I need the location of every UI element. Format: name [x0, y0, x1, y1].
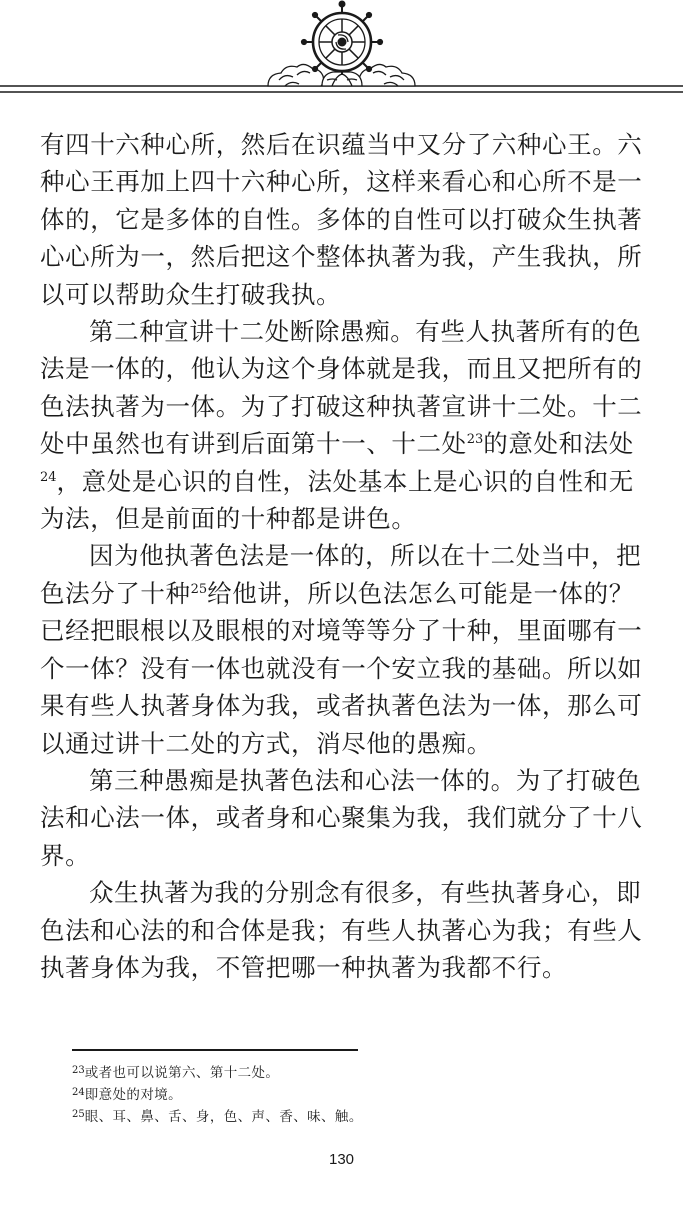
paragraph [40, 313, 652, 537]
text-segment: 因为他执著色法是一体的，所以在十二处当中，把色法分了十种 [40, 541, 642, 608]
footnote-text: 或者也可以说第六、第十二处。 [84, 1065, 280, 1081]
text-segment: 的意处和法处 [483, 429, 634, 459]
footnotes [72, 1062, 363, 1128]
paragraph [40, 762, 652, 874]
page-header [0, 0, 683, 100]
footnote-number: 24 [72, 1087, 85, 1098]
footnote [72, 1062, 363, 1084]
footnote-number: 23 [72, 1065, 85, 1076]
footnote [72, 1106, 363, 1128]
paragraph [40, 126, 652, 313]
text-segment: 给他讲，所以色法怎么可能是一体的？已经把眼根以及眼根的对境等等分了十种，里面哪有一个一体？没有一体也就没有一个安立我的基础。所以如果有些人执著身体为我，或者执著色法为一体，那么可以通过讲十二处的方式，消尽他的愚痴。 [40, 578, 643, 758]
page-number: 130 [328, 1151, 355, 1168]
footnote-divider [72, 1049, 358, 1051]
text-segment: 第二种宣讲十二处断除愚痴。有些人执著所有的色法是一体的，他认为这个身体就是我，而且又把所有的色法执著为一体。为了打破这种执著宣讲十二处。十二处中虽然也有讲到后面第十一、十二处 [40, 317, 643, 459]
paragraph [40, 537, 652, 761]
body-text [40, 126, 652, 986]
text-segment: 众生执著为我的分别念有很多，有些执著身心，即色法和心法的和合体是我；有些人执著心为我；有些人执著身体为我，不管把哪一种执著为我都不行。 [40, 878, 643, 982]
footnote-marker: 23 [466, 432, 484, 448]
text-segment: 第三种愚痴是执著色法和心法一体的。为了打破色法和心法一体，或者身和心聚集为我，我们就分了十八界。 [40, 765, 643, 870]
footnote-text: 即意处的对境。 [84, 1087, 183, 1103]
footnote-number: 25 [72, 1109, 85, 1120]
footnote-marker: 25 [190, 581, 208, 597]
dharma-wheel-icon [0, 0, 683, 100]
paragraph [40, 874, 652, 986]
footnote-text: 眼、耳、鼻、舌、身，色、声、香、味、触。 [84, 1109, 363, 1125]
footnote [72, 1084, 363, 1106]
text-segment: ，意处是心识的自性，法处基本上是心识的自性和无为法，但是前面的十种都是讲色。 [40, 466, 634, 534]
text-segment: 有四十六种心所，然后在识蕴当中又分了六种心王。六种心王再加上四十六种心所，这样来看心和心所不是一体的，它是多体的自性。多体的自性可以打破众生执著心心所为一，然后把这个整体执著为我，产生我执，所以可以帮助众生打破我执。 [40, 130, 643, 309]
footnote-marker: 24 [40, 469, 57, 485]
